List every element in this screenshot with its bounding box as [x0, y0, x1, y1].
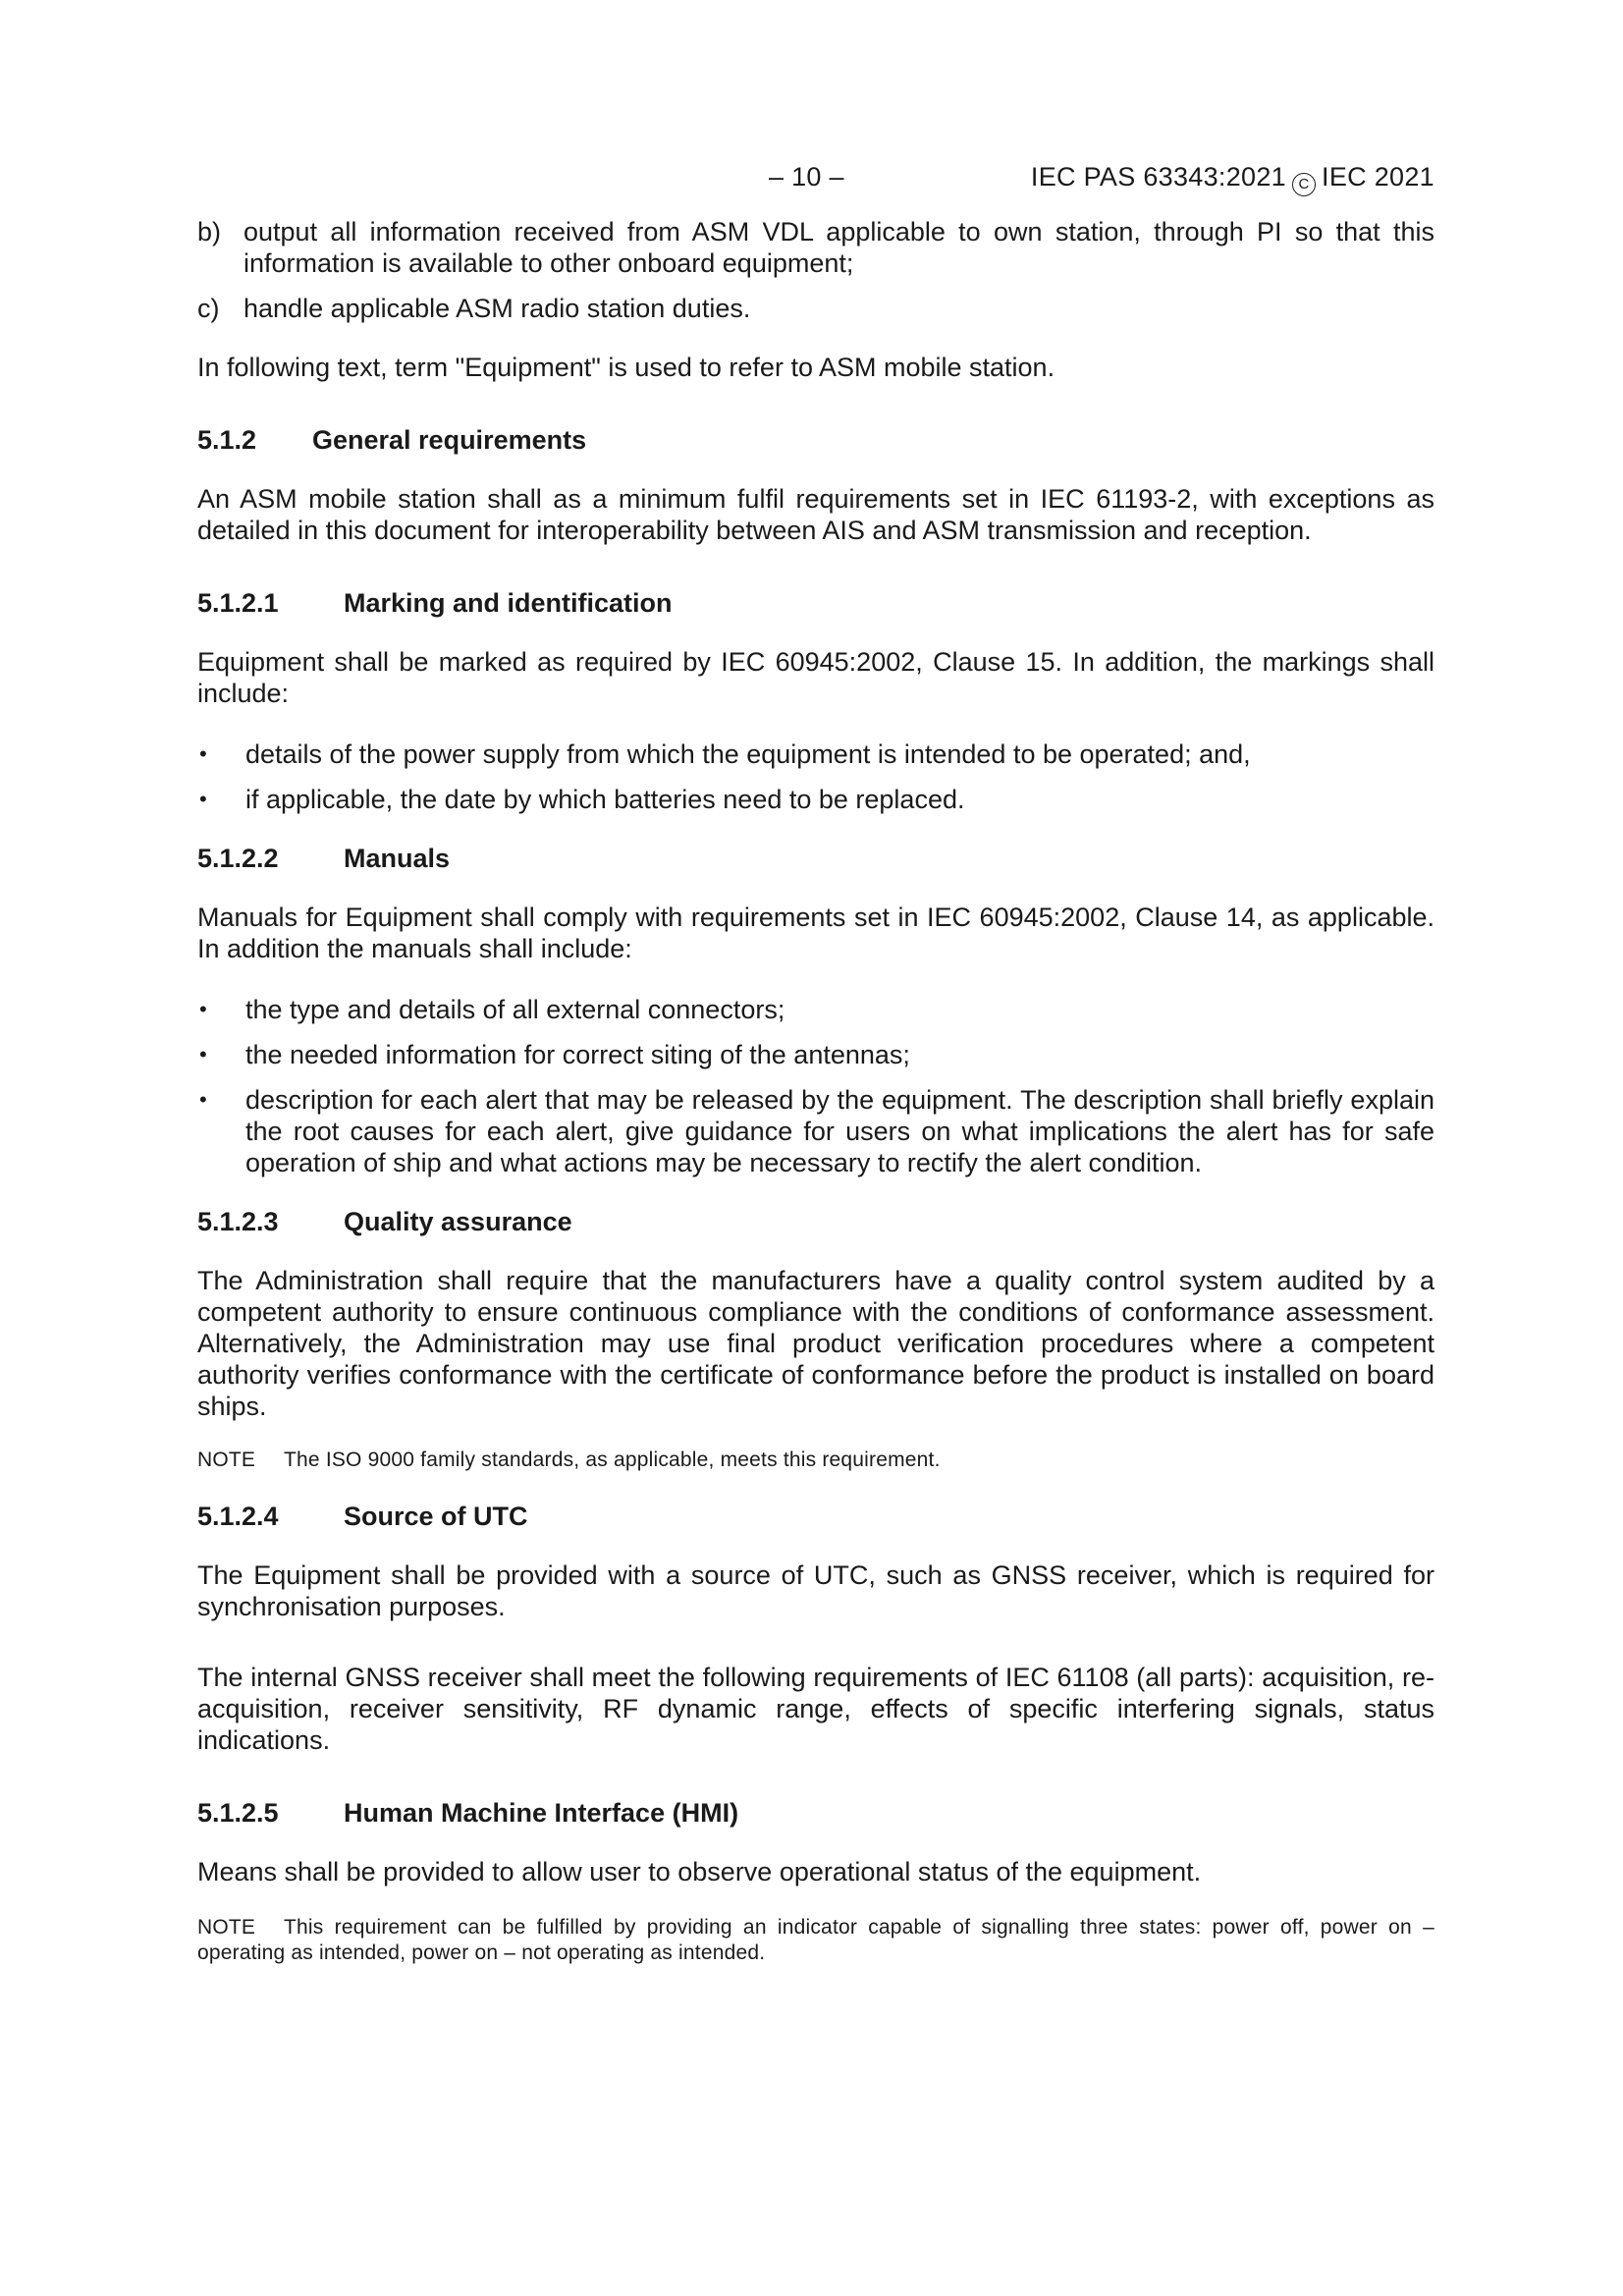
heading-title: Quality assurance — [344, 1207, 572, 1236]
heading-5-1-2-2 — [197, 843, 1434, 874]
list-marker-c: c) — [197, 294, 220, 323]
bullet-text: the type and details of all external connectors; — [245, 995, 785, 1024]
intro-paragraph: In following text, term "Equipment" is used to refer to ASM mobile station. — [197, 353, 1055, 382]
note-text: This requirement can be fulfilled by providing an indicator capable of signalling three states: power off, power on – operating as intended, power on – not operating as intended. — [197, 1916, 1434, 1964]
bullet-text: description for each alert that may be released by the equipment. The description shall briefly explain the root causes for each alert, give guidance for users on what implications the alert has for safe operation of ship and what actions may be necessary to rectify the alert condition. — [245, 1085, 1434, 1177]
copyright-icon: C — [1292, 173, 1316, 196]
bullet-icon: • — [199, 1042, 207, 1066]
bullet-item — [197, 994, 1434, 1025]
bullet-icon: • — [199, 997, 207, 1021]
heading-number: 5.1.2.2 — [197, 844, 279, 873]
heading-title: Marking and identification — [344, 588, 673, 618]
heading-number: 5.1.2.5 — [197, 1798, 279, 1828]
document-id: IEC PAS 63343:2021 — [1030, 162, 1287, 191]
note-5-1-2-5 — [197, 1915, 1434, 1966]
bullet-icon: • — [199, 741, 207, 766]
paragraph-5-1-2-1: Equipment shall be marked as required by IEC 60945:2002, Clause 15. In addition, the markings shall include: — [197, 647, 1434, 708]
bullet-item — [197, 1084, 1434, 1178]
heading-5-1-2 — [197, 424, 1434, 456]
bullet-icon: • — [199, 787, 207, 811]
document-reference — [1031, 157, 1434, 196]
paragraph-5-1-2-2: Manuals for Equipment shall comply with requirements set in IEC 60945:2002, Clause 14, as applicable. In addition the manuals shall include: — [197, 902, 1434, 963]
heading-5-1-2-1 — [197, 587, 1434, 619]
heading-5-1-2-4 — [197, 1501, 1434, 1532]
heading-5-1-2-5 — [197, 1797, 1434, 1829]
list-item-c — [197, 293, 1434, 324]
heading-number: 5.1.2.3 — [197, 1207, 279, 1236]
heading-number: 5.1.2.1 — [197, 588, 279, 618]
note-text: The ISO 9000 family standards, as applicable, meets this requirement. — [284, 1449, 941, 1471]
heading-title: Source of UTC — [344, 1502, 528, 1531]
page-number: – 10 – — [769, 162, 844, 191]
copyright-holder: IEC 2021 — [1322, 162, 1434, 191]
document-page — [197, 157, 1434, 1966]
list-text-b: output all information received from ASM VDL applicable to own station, through PI so that this information is available to other onboard equipment; — [243, 217, 1434, 278]
paragraph-5-1-2-4-b: The internal GNSS receiver shall meet the following requirements of IEC 61108 (all parts): acquisition, re-acquisition, receiver sensitivity, RF dynamic range, effects of specific interfering signals, status indications. — [197, 1663, 1434, 1755]
heading-title: Human Machine Interface (HMI) — [344, 1798, 739, 1828]
heading-number: 5.1.2.4 — [197, 1502, 279, 1531]
list-text-c: handle applicable ASM radio station duties. — [243, 294, 751, 323]
list-marker-b: b) — [197, 217, 222, 246]
paragraph-5-1-2-4-a: The Equipment shall be provided with a source of UTC, such as GNSS receiver, which is required for synchronisation purposes. — [197, 1560, 1434, 1621]
heading-number: 5.1.2 — [197, 425, 257, 455]
bullet-text: details of the power supply from which the equipment is intended to be operated; and, — [245, 739, 1251, 769]
bullet-item — [197, 1039, 1434, 1070]
note-label: NOTE — [197, 1916, 256, 1939]
bullet-item — [197, 738, 1434, 770]
bullet-text: the needed information for correct siting of the antennas; — [245, 1040, 910, 1069]
bullet-text: if applicable, the date by which batteries need to be replaced. — [245, 785, 965, 814]
paragraph-5-1-2-3: The Administration shall require that the manufacturers have a quality control system audited by a competent authority to ensure continuous compliance with the conditions of conformance assessment. Alternatively, the Administration may use final product verification procedures where a competent authority verifies conformance with the certificate of conformance before the product is installed on board ships. — [197, 1266, 1434, 1421]
paragraph-5-1-2-5: Means shall be provided to allow user to observe operational status of the equipment. — [197, 1857, 1202, 1886]
paragraph-5-1-2: An ASM mobile station shall as a minimum fulfil requirements set in IEC 61193-2, with exceptions as detailed in this document for interoperability between AIS and ASM transmission and reception. — [197, 484, 1434, 545]
list-item-b — [197, 216, 1434, 279]
bullet-icon: • — [199, 1087, 207, 1112]
heading-title: Manuals — [344, 844, 451, 873]
note-5-1-2-3 — [197, 1448, 1434, 1473]
heading-title: General requirements — [312, 425, 587, 455]
page-header — [197, 157, 1434, 196]
heading-5-1-2-3 — [197, 1206, 1434, 1237]
note-label: NOTE — [197, 1449, 256, 1471]
bullet-item — [197, 784, 1434, 815]
